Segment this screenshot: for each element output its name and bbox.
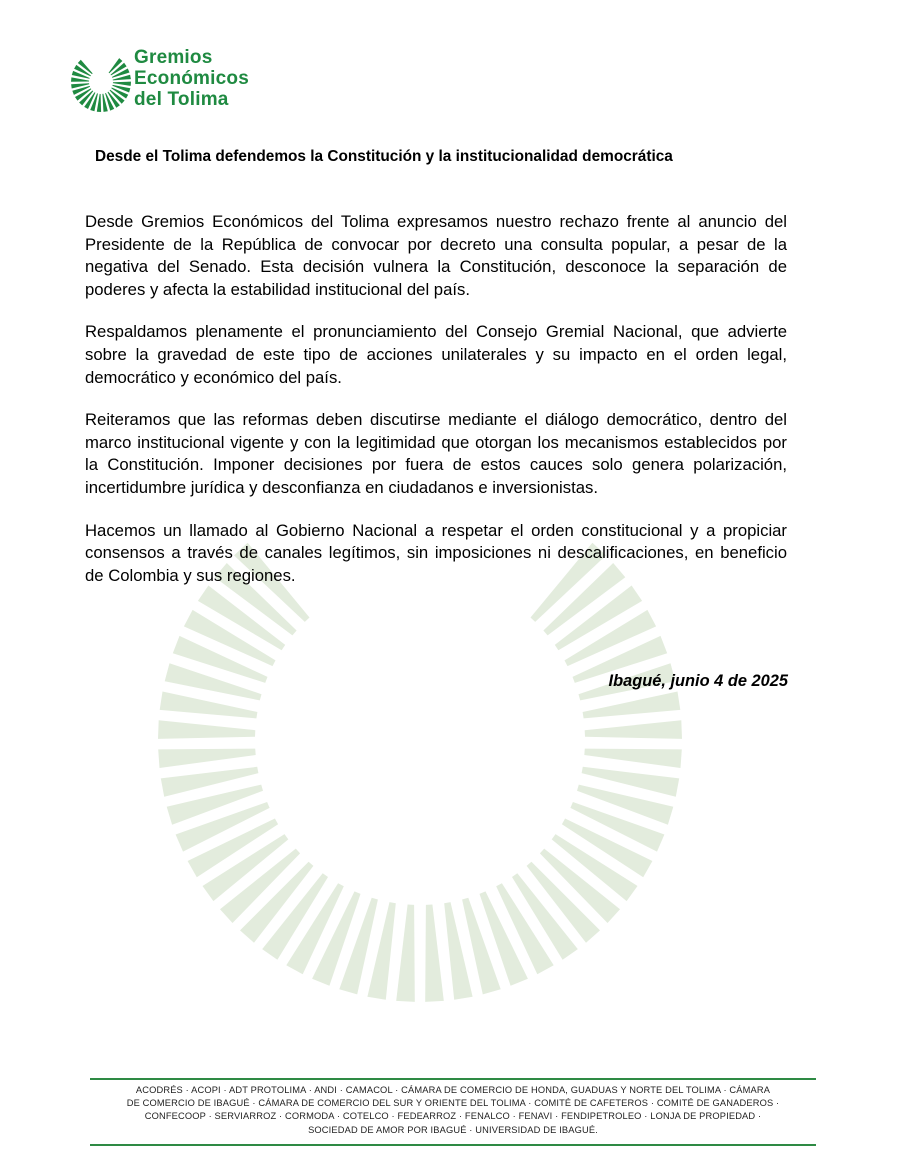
footer-top-rule bbox=[90, 1078, 816, 1080]
watermark-ray bbox=[158, 749, 256, 768]
watermark-ray bbox=[425, 905, 444, 1002]
watermark-ray bbox=[158, 720, 255, 739]
logo-ray bbox=[72, 71, 90, 79]
logo-ray bbox=[90, 93, 98, 111]
footer-line-4: SOCIEDAD DE AMOR POR IBAGUÉ · UNIVERSIDAD DE IBAGUÉ. bbox=[308, 1124, 598, 1135]
footer-members-list bbox=[90, 1084, 816, 1137]
gremios-logo-icon bbox=[70, 38, 132, 118]
logo-ray bbox=[97, 94, 101, 112]
paragraph-4: Hacemos un llamado al Gobierno Nacional a respetar el orden constitucional y a propiciar consensos a través de canales legítimos, sin imposiciones ni descalificaciones, en beneficio de Colombia y sus regiones. bbox=[85, 520, 787, 585]
paragraph-2: Respaldamos plenamente el pronunciamiento del Consejo Gremial Nacional, que advierte sobre la gravedad de este tipo de acciones unilaterales y su impacto en el orden legal, democrático y económico del país. bbox=[85, 322, 787, 387]
logo-line-1: Gremios bbox=[134, 47, 213, 68]
watermark-hub bbox=[412, 732, 428, 748]
watermark-ray bbox=[585, 720, 682, 739]
paragraph-1: Desde Gremios Económicos del Tolima expresamos nuestro rechazo frente al anuncio del Presidente de la República de convocar por decreto una consulta popular, a pesar de la negativa del Senado. Esta decisión vulnera la Constitución, desconoce la separación de poderes y afecta la estabilidad institucional del país. bbox=[85, 212, 787, 299]
footer-line-3: CONFECOOP · SERVIARROZ · CORMODA · COTELCO · FEDEARROZ · FENALCO · FENAVI · FENDIPETROLEO · LONJA DE PROPIEDAD · bbox=[144, 1111, 762, 1122]
logo-ray bbox=[113, 82, 131, 86]
logo-wordmark bbox=[134, 47, 249, 110]
document-body bbox=[85, 211, 787, 607]
footer-line-2: DE COMERCIO DE IBAGUÉ · CÁMARA DE COMERCIO DEL SUR Y ORIENTE DEL TOLIMA · COMITÉ DE CAFETEROS · COMITÉ DE GANADEROS · bbox=[126, 1098, 780, 1109]
logo-ray bbox=[112, 85, 130, 93]
paragraph-3: Reiteramos que las reformas deben discutirse mediante el diálogo democrático, dentro del marco institucional vigente y con la legitimidad que otorgan los mecanismos establecidos por la Constitución. Imponer decisiones por fuera de estos cauces solo genera polarización, incertidumbre jurídica y desconfianza en ciudadanos e inversionistas. bbox=[85, 410, 787, 497]
footer-bottom-rule bbox=[90, 1144, 816, 1146]
logo-line-3: del Tolima bbox=[134, 89, 229, 110]
document-date: Ibagué, junio 4 de 2025 bbox=[608, 672, 788, 690]
watermark-ray bbox=[584, 749, 682, 768]
brand-logo bbox=[70, 38, 280, 118]
document-title: Desde el Tolima defendemos la Constitución y la institucionalidad democrática bbox=[95, 148, 673, 165]
watermark-ray bbox=[396, 905, 415, 1002]
logo-line-2: Económicos bbox=[134, 68, 249, 89]
footer-line-1: ACODRÉS · ACOPI · ADT PROTOLIMA · ANDI · CAMACOL · CÁMARA DE COMERCIO DE HONDA, GUADUAS Y NORTE DEL TOLIMA · CÁMARA bbox=[135, 1085, 771, 1095]
